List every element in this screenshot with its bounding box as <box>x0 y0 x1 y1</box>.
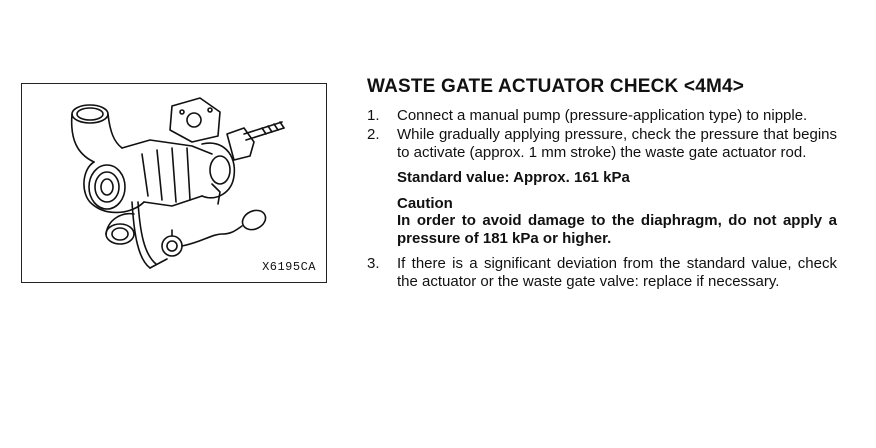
instructions <box>367 76 837 290</box>
step-number: 2. <box>367 126 380 144</box>
standard-value: Standard value: Approx. 161 kPa <box>397 169 630 187</box>
section-title: WASTE GATE ACTUATOR CHECK <4M4> <box>367 76 745 97</box>
step-text: If there is a significant deviation from the standard value, check the actuator or the waste gate valve: replace if necessary. <box>397 255 837 290</box>
caution-heading: Caution <box>397 194 453 212</box>
step-number: 1. <box>367 106 380 124</box>
step-text: While gradually applying pressure, check the pressure that begins to activate (approx. 1 mm stroke) the waste gate actuator rod. <box>397 126 837 161</box>
turbocharger-figure <box>21 83 327 283</box>
step-number: 3. <box>367 255 380 273</box>
step-text: Connect a manual pump (pressure-application type) to nipple. <box>397 106 808 124</box>
step-1 <box>367 107 837 125</box>
step-2 <box>367 126 837 161</box>
figure-code: X6195CA <box>262 260 316 274</box>
step-3 <box>367 255 837 290</box>
caution-text: In order to avoid damage to the diaphragm, do not apply a pressure of 181 kPa or higher. <box>397 212 837 247</box>
turbocharger-illustration <box>22 84 328 284</box>
